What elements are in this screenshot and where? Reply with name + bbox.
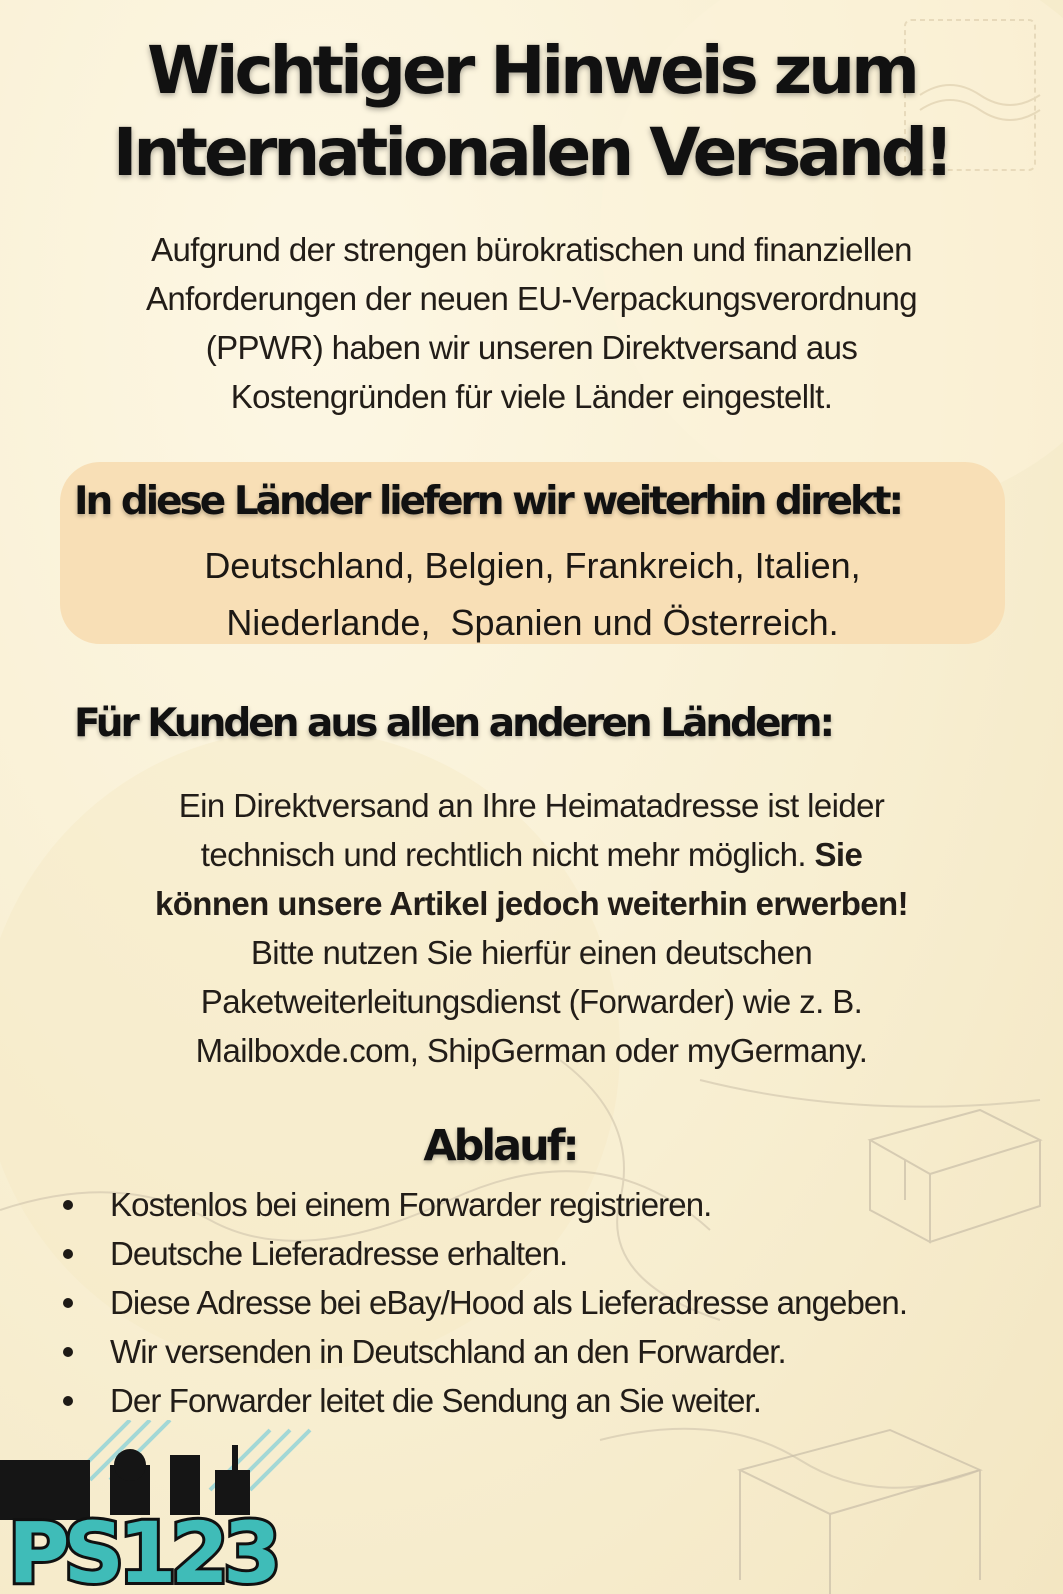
- countries-line: Niederlande, Spanien und Österreich.: [226, 602, 839, 643]
- other-line: Ein Direktversand an Ihre Heimatadresse ist leider: [178, 787, 885, 824]
- step-item: Der Forwarder leitet die Sendung an Sie weiter.: [60, 1376, 1050, 1425]
- package-box-icon-2: [740, 1430, 980, 1594]
- direct-countries-heading: In diese Länder liefern wir weiterhin direkt:: [74, 479, 902, 524]
- other-line: Bitte nutzen Sie hierfür einen deutschen: [250, 934, 813, 971]
- intro-line: Anforderungen der neuen EU-Verpackungsverordnung: [145, 280, 918, 317]
- other-line-bold-full: [90, 879, 973, 928]
- steps-list: [60, 1180, 1050, 1425]
- title-line-1: Wichtiger Hinweis zum: [147, 32, 916, 109]
- other-line: Mailboxde.com, ShipGerman oder myGermany.: [195, 1032, 868, 1069]
- title-line-2: Internationalen Versand!: [112, 114, 951, 191]
- ps123-logo: [0, 1420, 330, 1594]
- other-line: [90, 830, 973, 879]
- intro-line: (PPWR) haben wir unseren Direktversand aus: [205, 329, 858, 366]
- intro-paragraph: [60, 225, 1003, 421]
- intro-line: Kostengründen für viele Länder eingestellt.: [230, 378, 833, 415]
- intro-line: Aufgrund der strengen bürokratischen und finanziellen: [151, 231, 912, 268]
- logo-lettering-icon: [8, 1504, 275, 1594]
- step-item: Wir versenden in Deutschland an den Forwarder.: [60, 1327, 1050, 1376]
- svg-text:PS123: PS123: [8, 1504, 276, 1594]
- other-line-bold: können unsere Artikel jedoch weiterhin erwerben!: [154, 885, 908, 922]
- step-item: Kostenlos bei einem Forwarder registrieren.: [60, 1180, 1050, 1229]
- other-line: Paketweiterleitungsdienst (Forwarder) wie z. B.: [200, 983, 863, 1020]
- step-item: Deutsche Lieferadresse erhalten.: [60, 1229, 1050, 1278]
- steps-heading: Ablauf:: [423, 1121, 577, 1171]
- other-line-normal: technisch und rechtlich nicht mehr möglich.: [200, 836, 806, 873]
- step-item: Diese Adresse bei eBay/Hood als Lieferadresse angeben.: [60, 1278, 1050, 1327]
- other-countries-heading: Für Kunden aus allen anderen Ländern:: [74, 701, 833, 746]
- other-countries-paragraph: [90, 781, 973, 1075]
- page-title: [0, 30, 1063, 194]
- direct-countries-list: [60, 537, 1005, 651]
- other-line-bold: Sie: [814, 836, 863, 873]
- countries-line: Deutschland, Belgien, Frankreich, Italien,: [204, 545, 861, 586]
